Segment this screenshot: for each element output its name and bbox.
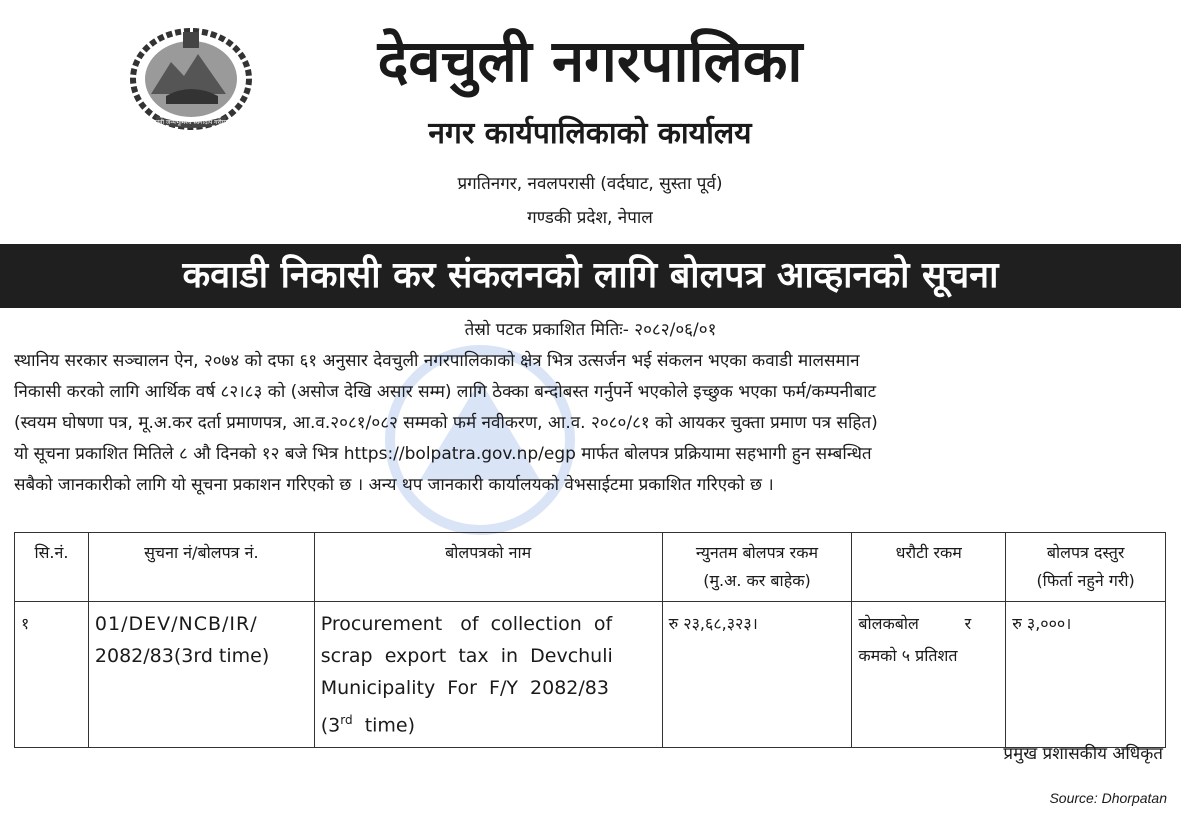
header-sn: सि.नं. [15,533,89,602]
cell-name-line4-pre: (3 [320,714,341,737]
address-line-2: गण्डकी प्रदेश, नेपाल [527,208,653,228]
body-line: निकासी करको लागि आर्थिक वर्ष ८२।८३ को (असोज देखि असार सम्म) लागि ठेक्का बन्दोबस्त गर्नुपर्ने भएकोले इच्छुक भएका फर्म/कम्पनीबाट [14,382,877,402]
table-header-row [15,533,1166,602]
cell-sn: १ [15,602,89,748]
table-row [15,602,1166,748]
cell-name-line4-post: time) [352,714,416,737]
notice-body [14,346,1170,501]
cell-name-line3: Municipality For F/Y 2082/83 [320,677,609,699]
cell-tender-name [314,602,662,748]
body-line: यो सूचना प्रकाशित मितिले ८ औ दिनको १२ बजे भित्र https://bolpatra.gov.np/egp मार्फत बोलपत्र प्रक्रियामा सहभागी हुन सम्बन्धित [14,444,872,464]
cell-name-line4-sup: rd [340,713,353,727]
header-notice-no: सुचना नं/बोलपत्र नं. [88,533,314,602]
cell-notice-no [88,602,314,748]
cell-deposit [852,602,1006,748]
cell-min-amount: रु २३,६८,३२३। [662,602,852,748]
source-credit: Source: Dhorpatan [1049,790,1167,806]
header-min-amount-line2: (मु.अ. कर बाहेक) [703,571,811,590]
header-tender-name: बोलपत्रको नाम [314,533,662,602]
nepal-emblem-logo [126,24,256,134]
tender-table [14,532,1166,748]
cell-deposit-line2: कमको ५ प्रतिशत [858,646,958,665]
header-fee-line2: (फिर्ता नहुने गरी) [1036,571,1135,590]
header-fee [1006,533,1166,602]
body-line: (स्वयम घोषणा पत्र, मू.अ.कर दर्ता प्रमाणपत्र, आ.व.२०८१/०८२ सम्मको फर्म नवीकरण, आ.व. २०८०/८१ को आयकर चुक्ता प्रमाण पत्र सहित) [14,413,878,433]
header-deposit: धरौटी रकम [852,533,1006,602]
cell-deposit-line1: बोलकबोल र [858,614,972,633]
publication-date: तेस्रो पटक प्रकाशित मितिः- २०८२/०६/०१ [464,320,717,340]
emblem-motto: जननी जन्मभूमिश्च स्वर्गादपि गरीयसी [151,119,231,126]
header-min-amount-line1: न्युनतम बोलपत्र रकम [695,543,819,562]
cell-name-line4 [321,704,656,741]
cell-name-line2: scrap export tax in Devchuli [320,645,613,667]
notice-title-banner: कवाडी निकासी कर संकलनको लागि बोलपत्र आव्हानको सूचना [0,244,1181,308]
cell-fee: रु ३,०००। [1006,602,1166,748]
cell-notice-no-line2: 2082/83(3rd time) [94,645,270,667]
address-line-1: प्रगतिनगर, नवलपरासी (वर्दघाट, सुस्ता पूर्व) [457,174,723,194]
cell-name-line1: Procurement of collection of [320,613,613,635]
office-name: नगर कार्यपालिकाको कार्यालय [428,116,752,151]
signature-title: प्रमुख प्रशासकीय अधिकृत [1003,744,1163,764]
body-line: स्थानिय सरकार सञ्चालन ऐन, २०७४ को दफा ६१ अनुसार देवचुली नगरपालिकाको क्षेत्र भित्र उत्सर्जन भई संकलन भएका कवाडी मालसमान [14,351,860,371]
cell-notice-no-line1: 01/DEV/NCB/IR/ [94,613,258,635]
body-line: सबैको जानकारीको लागि यो सूचना प्रकाशन गरिएको छ । अन्य थप जानकारी कार्यालयको वेभसाईटमा प्रकाशित गरिएको छ । [14,475,774,495]
header-min-amount [662,533,852,602]
header-fee-line1: बोलपत्र दस्तुर [1046,543,1125,562]
organization-name: देवचुली नगरपालिका [377,27,803,95]
